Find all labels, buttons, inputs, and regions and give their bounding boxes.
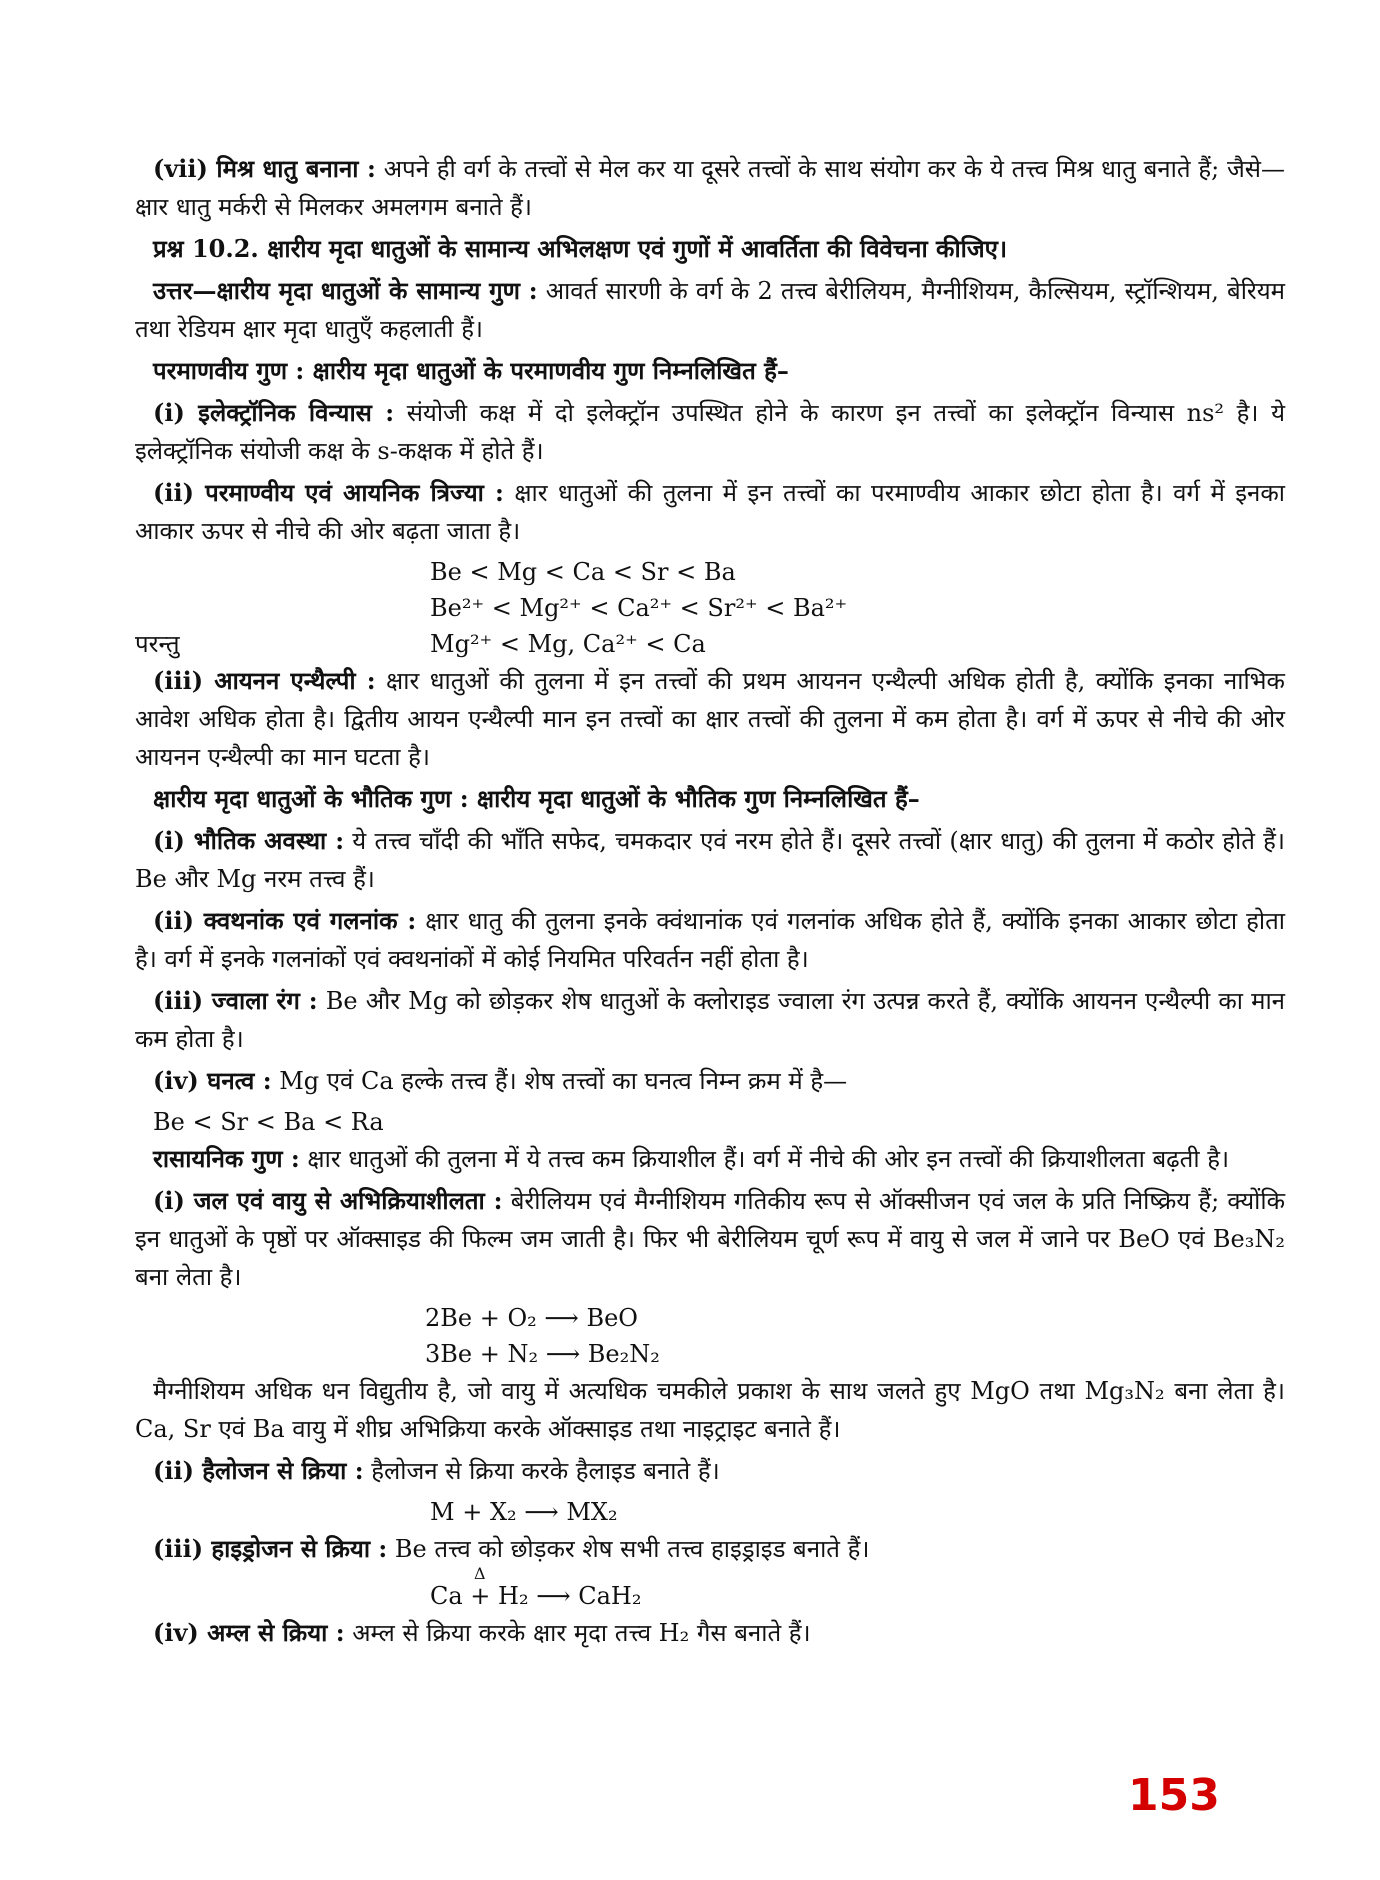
hydrogen-text: Be तत्त्व को छोड़कर शेष सभी तत्त्व हाइड्राइड बनाते हैं। bbox=[387, 1535, 870, 1563]
acid-paragraph bbox=[135, 1614, 1285, 1652]
electronic-config-text: संयोजी कक्ष में दो इलेक्ट्रॉन उपस्थित होने के कारण इन तत्त्वों का इलेक्ट्रॉन विन्यास ns² है। ये इलेक्ट्रॉनिक संयोजी कक्ष के s-कक्षक में होते हैं। bbox=[135, 399, 1286, 465]
acid-heading: (iv) अम्ल से क्रिया : bbox=[153, 1618, 345, 1647]
halogen-heading: (ii) हैलोजन से क्रिया : bbox=[153, 1456, 364, 1485]
reaction-hydrogen-wrapper bbox=[430, 1564, 642, 1614]
hydrogen-heading: (iii) हाइड्रोजन से क्रिया : bbox=[153, 1534, 388, 1563]
physical-properties-heading: क्षारीय मृदा धातुओं के भौतिक गुण : क्षारीय मृदा धातुओं के भौतिक गुण निम्नलिखित हैं– bbox=[153, 784, 920, 813]
boiling-point-paragraph bbox=[135, 902, 1285, 978]
answer-paragraph bbox=[135, 272, 1285, 348]
atomic-size-order: Be < Mg < Ca < Sr < Ba bbox=[430, 558, 736, 586]
boiling-point-text: क्षार धातु की तुलना इनके क्वंथानांक एवं गलनांक अधिक होते हैं, क्योंकि इनका आकार छोटा होता है। वर्ग में इनके गलनांकों एवं क्वथनांकों में कोई नियमित परिवर्तन नहीं होता है। bbox=[135, 907, 1285, 973]
flame-colour-heading: (iii) ज्वाला रंग : bbox=[153, 986, 318, 1015]
reaction-hydrogen: Ca + H₂ ⟶ CaH₂ bbox=[430, 1582, 642, 1610]
ionization-paragraph bbox=[135, 662, 1285, 776]
alloy-paragraph bbox=[135, 150, 1285, 226]
answer-text: आवर्त सारणी के वर्ग के 2 तत्त्व बेरीलियम, मैग्नीशियम, कैल्सियम, स्ट्रॉन्शियम, बेरियम तथा रेडियम क्षार मृदा धातुएँ कहलाती हैं। bbox=[135, 277, 1285, 343]
alloy-heading: (vii) मिश्र धातु बनाना : bbox=[153, 154, 376, 183]
physical-state-heading: (i) भौतिक अवस्था : bbox=[153, 826, 345, 855]
alloy-text: अपने ही वर्ग के तत्त्वों से मेल कर या दूसरे तत्त्वों के साथ संयोग कर के ये तत्त्व मिश्र धातु बनाते हैं; जैसे—क्षार धातु मर्करी से मिलकर अमलगम बनाते हैं। bbox=[135, 155, 1285, 221]
boiling-point-heading: (ii) क्वथनांक एवं गलनांक : bbox=[153, 906, 417, 935]
electronic-config-heading: (i) इलेक्ट्रॉनिक विन्यास : bbox=[153, 398, 395, 427]
chemical-properties-heading: रासायनिक गुण : bbox=[153, 1144, 300, 1173]
density-paragraph bbox=[135, 1062, 1285, 1100]
radius-paragraph bbox=[135, 474, 1285, 550]
exception-row bbox=[135, 626, 1285, 662]
water-air-heading: (i) जल एवं वायु से अभिक्रियाशीलता : bbox=[153, 1186, 503, 1215]
document-page bbox=[135, 150, 1285, 1656]
hydrogen-paragraph bbox=[135, 1530, 1285, 1568]
halogen-text: हैलोजन से क्रिया करके हैलाइड बनाते हैं। bbox=[363, 1457, 720, 1485]
density-text: Mg एवं Ca हल्के तत्त्व हैं। शेष तत्त्वों का घनत्व निम्न क्रम में है— bbox=[271, 1067, 848, 1095]
flame-colour-text: Be और Mg को छोड़कर शेष धातुओं के क्लोराइड ज्वाला रंग उत्पन्न करते हैं, क्योंकि आयनन एन्थैल्पी का मान कम होता है। bbox=[135, 987, 1286, 1053]
radius-text: क्षार धातुओं की तुलना में इन तत्त्वों का परमाण्वीय आकार छोटा होता है। वर्ग में इनका आकार ऊपर से नीचे की ओर बढ़ता जाता है। bbox=[135, 479, 1286, 545]
ionic-size-order: Be²⁺ < Mg²⁺ < Ca²⁺ < Sr²⁺ < Ba²⁺ bbox=[430, 594, 848, 622]
page-number: 153 bbox=[1128, 1770, 1220, 1821]
question-heading: प्रश्न 10.2. क्षारीय मृदा धातुओं के सामान्य अभिलक्षण एवं गुणों में आवर्तिता की विवेचना कीजिए। bbox=[153, 234, 1008, 263]
chemical-properties-text: क्षार धातुओं की तुलना में ये तत्त्व कम क्रियाशील हैं। वर्ग में नीचे की ओर इन तत्त्वों की क्रियाशीलता बढ़ती है। bbox=[299, 1145, 1230, 1173]
water-air-text: बेरीलियम एवं मैग्नीशियम गतिकीय रूप से ऑक्सीजन एवं जल के प्रति निष्क्रिय हैं; क्योंकि इन धातुओं के पृष्ठों पर ऑक्साइड की फिल्म जम जाती है। फिर भी बेरीलियम चूर्ण रूप में वायु से जल में जाने पर BeO एवं Be₃N₂ बना लेता है। bbox=[135, 1187, 1286, 1291]
reaction-beryllium-oxygen: 2Be + O₂ ⟶ BeO bbox=[425, 1304, 638, 1332]
radius-heading: (ii) परमाण्वीय एवं आयनिक त्रिज्या : bbox=[153, 478, 504, 507]
answer-heading: उत्तर—क्षारीय मृदा धातुओं के सामान्य गुण : bbox=[153, 276, 538, 305]
reaction-beryllium-nitrogen: 3Be + N₂ ⟶ Be₂N₂ bbox=[425, 1340, 660, 1368]
exception-label: परन्तु bbox=[135, 630, 180, 658]
electronic-config-paragraph bbox=[135, 394, 1285, 470]
heat-symbol: Δ bbox=[474, 1564, 486, 1583]
density-heading: (iv) घनत्व : bbox=[153, 1066, 272, 1095]
reaction-halogen: M + X₂ ⟶ MX₂ bbox=[430, 1498, 618, 1526]
chemical-properties-paragraph bbox=[135, 1140, 1285, 1178]
acid-text: अम्ल से क्रिया करके क्षार मृदा तत्त्व H₂ गैस बनाते हैं। bbox=[344, 1619, 811, 1647]
physical-state-paragraph bbox=[135, 822, 1285, 898]
water-air-paragraph bbox=[135, 1182, 1285, 1296]
atomic-properties-heading: परमाणवीय गुण : क्षारीय मृदा धातुओं के परमाणवीय गुण निम्नलिखित हैं– bbox=[153, 356, 789, 385]
density-order: Be < Sr < Ba < Ra bbox=[153, 1108, 384, 1136]
halogen-paragraph bbox=[135, 1452, 1285, 1490]
exception-order: Mg²⁺ < Mg, Ca²⁺ < Ca bbox=[430, 630, 706, 658]
ionization-heading: (iii) आयनन एन्थैल्पी : bbox=[153, 666, 376, 695]
reaction-hydrogen-row bbox=[135, 1564, 1285, 1614]
ionization-text: क्षार धातुओं की तुलना में इन तत्त्वों की प्रथम आयनन एन्थैल्पी अधिक होती है, क्योंकि इनका नाभिक आवेश अधिक होता है। द्वितीय आयन एन्थैल्पी मान इन तत्त्वों का क्षार तत्त्वों की तुलना में कम होता है। वर्ग में ऊपर से नीचे की ओर आयनन एन्थैल्पी का मान घटता है। bbox=[135, 667, 1285, 771]
flame-colour-paragraph bbox=[135, 982, 1285, 1058]
physical-state-text: ये तत्त्व चाँदी की भाँति सफेद, चमकदार एवं नरम होते हैं। दूसरे तत्त्वों (क्षार धातु) की तुलना में कठोर होते हैं। Be और Mg नरम तत्त्व हैं। bbox=[135, 827, 1285, 893]
magnesium-paragraph: मैग्नीशियम अधिक धन विद्युतीय है, जो वायु में अत्यधिक चमकीले प्रकाश के साथ जलते हुए MgO तथा Mg₃N₂ बना लेता है। Ca, Sr एवं Ba वायु में शीघ्र अभिक्रिया करके ऑक्साइड तथा नाइट्राइट बनाते हैं। bbox=[135, 1377, 1285, 1443]
